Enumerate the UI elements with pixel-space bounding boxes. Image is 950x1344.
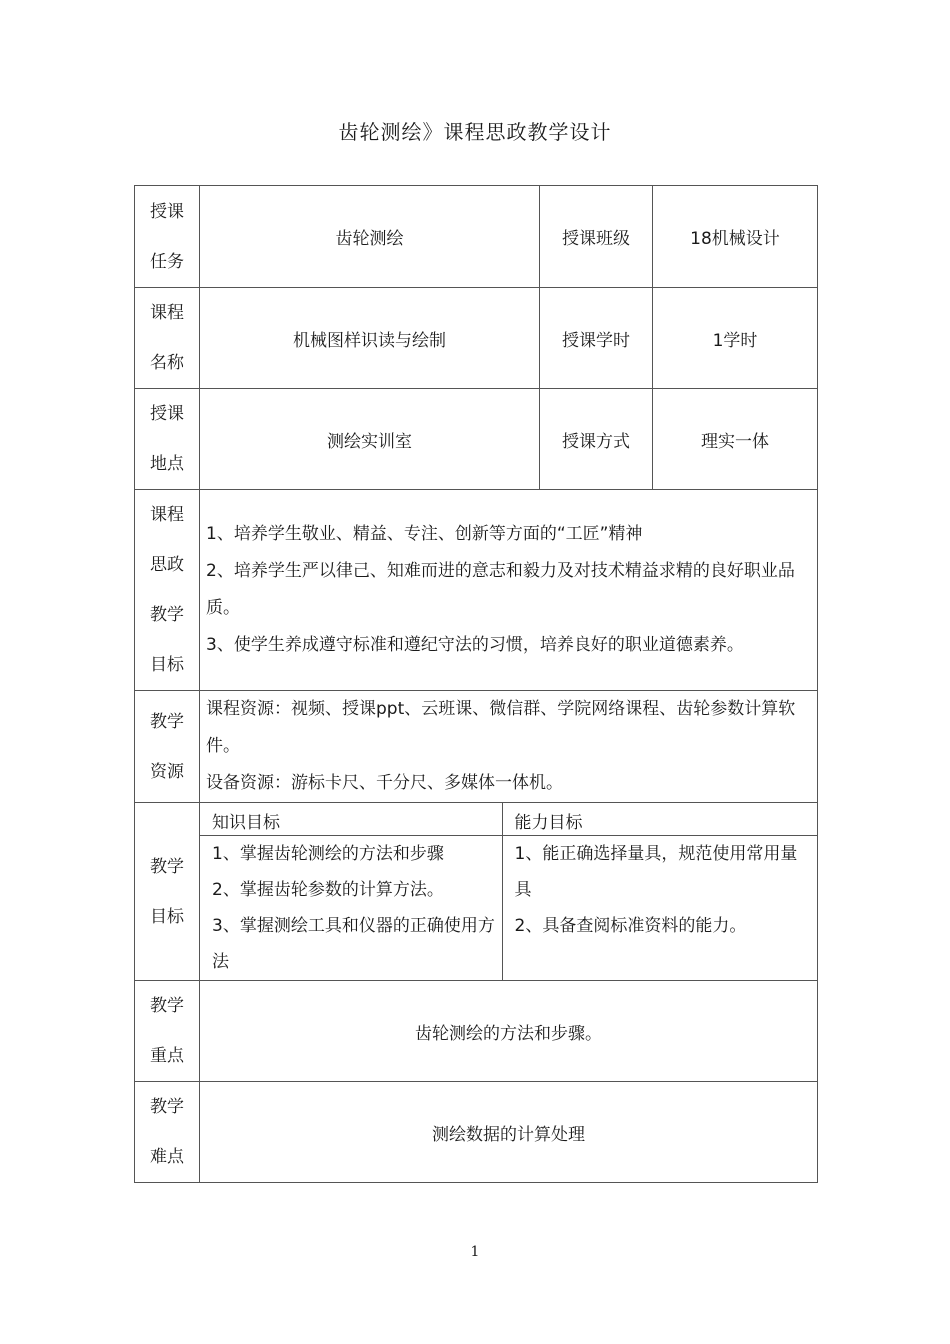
label-ideology: 课程 思政 教学 目标 — [135, 490, 200, 691]
value-task: 齿轮测绘 — [200, 186, 540, 288]
ability-goal-1: 1、能正确选择量具，规范使用常用量具 — [514, 844, 798, 900]
knowledge-goal-2: 2、掌握齿轮参数的计算方法。 — [212, 880, 444, 900]
row-task — [135, 186, 818, 288]
value-difficulty: 测绘数据的计算处理 — [200, 1082, 818, 1183]
label-course: 课程 名称 — [135, 288, 200, 389]
row-course — [135, 288, 818, 389]
label-class: 授课班级 — [540, 186, 653, 288]
knowledge-goal-1: 1、掌握齿轮测绘的方法和步骤 — [212, 844, 444, 864]
knowledge-goal-3: 3、掌握测绘工具和仪器的正确使用方法 — [212, 916, 495, 972]
label-task: 授课 任务 — [135, 186, 200, 288]
resources-content — [200, 691, 818, 803]
value-place: 测绘实训室 — [200, 389, 540, 490]
knowledge-goal-header: 知识目标 — [200, 803, 502, 836]
device-resources: 设备资源：游标卡尺、千分尺、多媒体一体机。 — [206, 773, 563, 793]
label-resources: 教学 资源 — [135, 691, 200, 803]
row-goals — [135, 803, 818, 981]
page-number: 1 — [470, 1244, 480, 1260]
label-keypoint: 教学 重点 — [135, 981, 200, 1082]
ability-goals — [502, 836, 817, 981]
value-class: 18机械设计 — [653, 186, 818, 288]
ability-goal-2: 2、具备查阅标准资料的能力。 — [514, 916, 747, 936]
goals-content — [200, 803, 818, 981]
knowledge-goals — [200, 836, 502, 981]
value-hours: 1学时 — [653, 288, 818, 389]
row-place — [135, 389, 818, 490]
row-ideology — [135, 490, 818, 691]
row-difficulty — [135, 1082, 818, 1183]
ability-goal-header: 能力目标 — [502, 803, 817, 836]
document-title: 齿轮测绘》课程思政教学设计 — [338, 120, 612, 144]
goals-inner-table — [200, 803, 817, 980]
row-resources — [135, 691, 818, 803]
ideology-item-3: 3、使学生养成遵守标准和遵纪守法的习惯，培养良好的职业道德素养。 — [206, 635, 744, 655]
ideology-item-1: 1、培养学生敬业、精益、专注、创新等方面的“工匠”精神 — [206, 524, 643, 544]
ideology-content — [200, 490, 818, 691]
label-goals: 教学 目标 — [135, 803, 200, 981]
label-hours: 授课学时 — [540, 288, 653, 389]
label-place: 授课 地点 — [135, 389, 200, 490]
value-method: 理实一体 — [653, 389, 818, 490]
value-keypoint: 齿轮测绘的方法和步骤。 — [200, 981, 818, 1082]
label-method: 授课方式 — [540, 389, 653, 490]
label-difficulty: 教学 难点 — [135, 1082, 200, 1183]
lesson-plan-table — [134, 185, 818, 1183]
course-resources: 课程资源：视频、授课ppt、云班课、微信群、学院网络课程、齿轮参数计算软件。 — [206, 699, 796, 756]
value-course: 机械图样识读与绘制 — [200, 288, 540, 389]
ideology-item-2: 2、培养学生严以律己、知难而进的意志和毅力及对技术精益求精的良好职业品质。 — [206, 561, 795, 618]
row-keypoint — [135, 981, 818, 1082]
